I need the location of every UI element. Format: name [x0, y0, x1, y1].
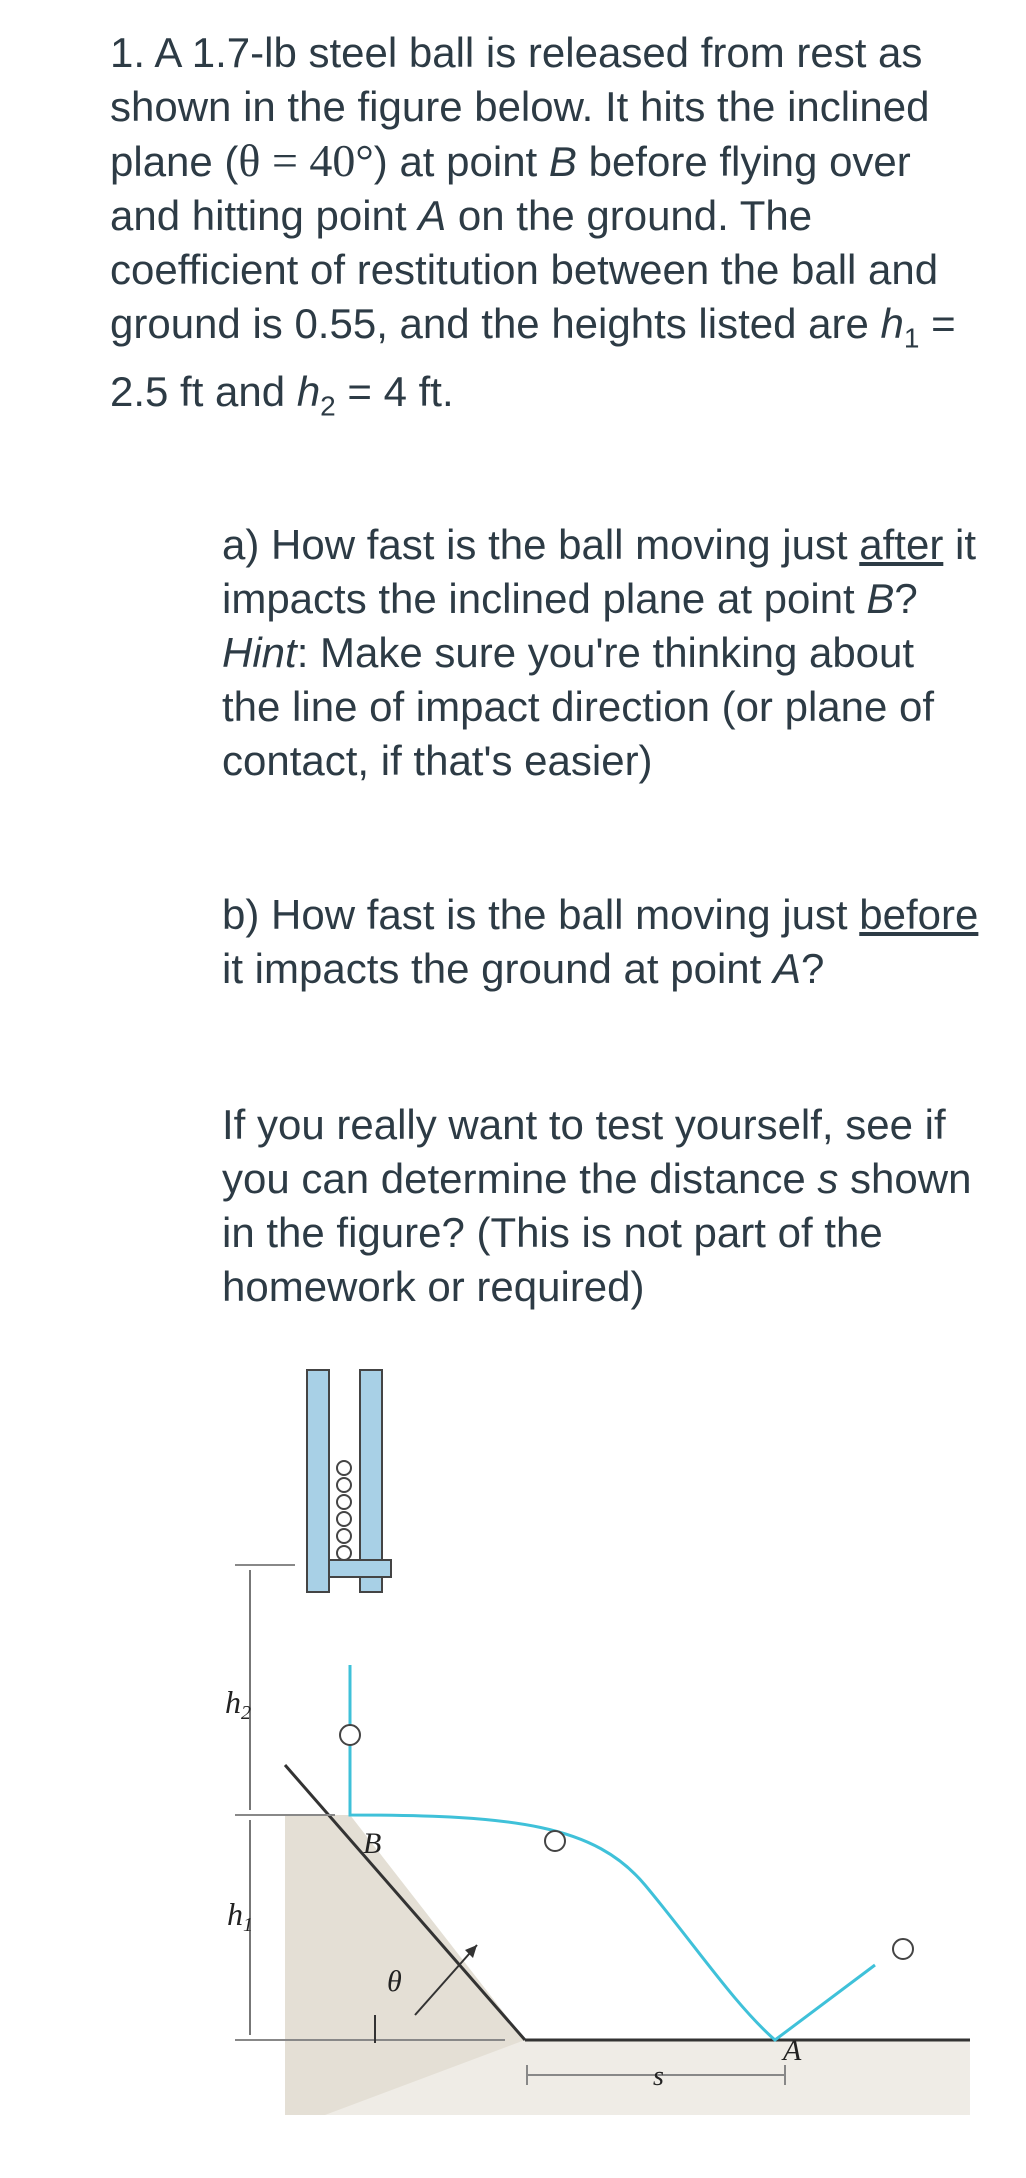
problem-text-part: before flying over and hitting point	[110, 138, 911, 239]
h1-value: = 2.5 ft and	[110, 300, 956, 416]
label-theta: θ	[387, 1965, 402, 1998]
label-h1: h1	[227, 1896, 253, 1936]
label-s: s	[653, 2061, 664, 2092]
h2-subscript: 2	[320, 390, 336, 422]
point-b-label: B	[866, 575, 895, 622]
h2-variable: h	[296, 368, 321, 416]
part-a-text-part: ?	[894, 575, 918, 622]
problem-text-part: ) at point	[373, 138, 549, 185]
problem-text	[110, 26, 990, 434]
extra-challenge	[222, 1098, 982, 1314]
drop-tube-left	[307, 1370, 329, 1592]
point-a-label: A	[772, 945, 801, 992]
drop-tube-right	[360, 1370, 382, 1592]
theta-equation: θ = 40°	[238, 135, 374, 186]
figure-svg	[215, 1325, 975, 2125]
underlined-before: before	[859, 891, 979, 938]
part-a-text	[222, 518, 982, 788]
drop-tube-base	[329, 1560, 391, 1577]
part-b-text-part: it impacts the ground at point	[222, 945, 773, 992]
problem-figure	[215, 1325, 975, 2125]
ball-falling	[340, 1725, 360, 1745]
part-a-text-part: a) How fast is the ball moving just	[222, 521, 860, 568]
extra-text-part: If you really want to test yourself, see if you can determine the distance	[222, 1101, 946, 1202]
underlined-after: after	[859, 521, 944, 568]
label-h2: h2	[225, 1684, 251, 1724]
point-a-label: A	[418, 192, 447, 239]
point-b-label: B	[548, 138, 577, 185]
s-variable: s	[817, 1155, 839, 1202]
part-b-text-part: ?	[801, 945, 825, 992]
problem-statement	[110, 26, 990, 434]
h1-variable: h	[880, 300, 904, 347]
part-a-text-part: : Make sure you're thinking about the line of impact direction (or plane of contact, if that's easier)	[222, 629, 935, 784]
part-b-text	[222, 888, 982, 996]
part-a	[222, 518, 982, 788]
extra-text-part: shown in the figure? (This is not part of the homework or required)	[222, 1155, 972, 1310]
part-a-text-part: it impacts the inclined plane at point	[222, 521, 976, 622]
h2-value: = 4 ft.	[335, 368, 454, 416]
label-A: A	[783, 2034, 802, 2067]
problem-number: 1.	[110, 29, 146, 76]
extra-text	[222, 1098, 982, 1314]
h1-subscript: 1	[903, 322, 920, 354]
part-b-text-part: b) How fast is the ball moving just	[222, 891, 860, 938]
stacked-balls	[337, 1461, 351, 1560]
problem-text-part: on the ground. The coefficient of restitution between the ball and ground is 0.55, and the heights listed are	[110, 192, 939, 347]
ball-in-flight	[545, 1831, 565, 1851]
hint-label: Hint	[222, 629, 297, 676]
part-b	[222, 888, 982, 996]
problem-text-part: A 1.7-lb steel ball is released from rest as shown in the figure below. It hits the inclined plane (	[110, 29, 930, 185]
label-B: B	[363, 1827, 382, 1860]
ball-after-bounce	[893, 1939, 913, 1959]
